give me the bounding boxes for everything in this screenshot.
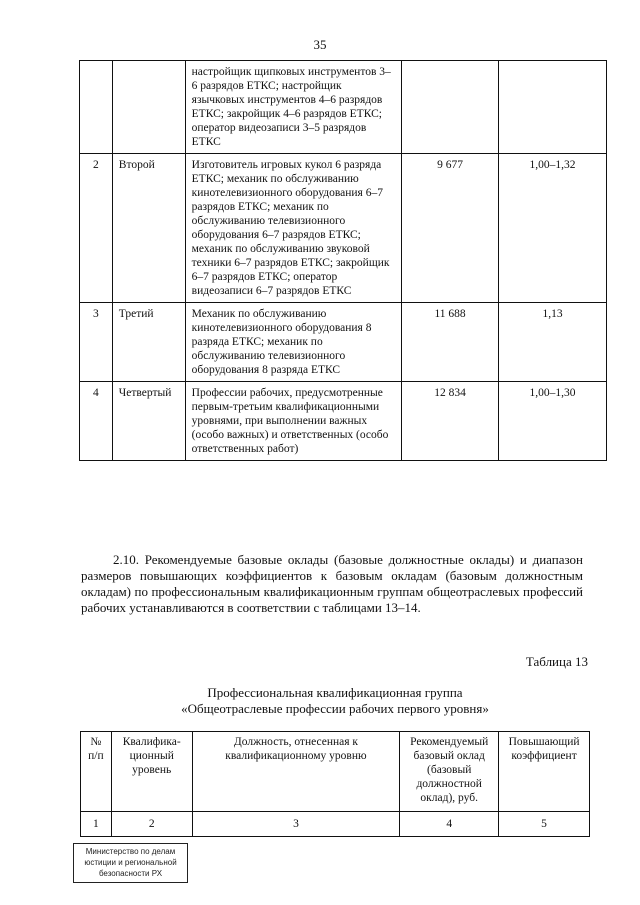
row-number: 2 xyxy=(80,154,113,303)
salary-cell: 9 677 xyxy=(402,154,499,303)
positions-cell: Профессии рабочих, предусмотренные первым-третьим квалификационными уровнями, при выполнении важных (особо важных) и ответственных (особо ответственных работ) xyxy=(185,382,401,461)
column-header-level: Квалифика-ционный уровень xyxy=(111,732,192,812)
column-number: 1 xyxy=(81,812,112,837)
table-row xyxy=(80,154,607,303)
table-row xyxy=(80,303,607,382)
table-title xyxy=(80,685,590,717)
table-header-row xyxy=(81,732,590,812)
column-numbers-row xyxy=(81,812,590,837)
column-number: 5 xyxy=(499,812,590,837)
salary-cell: 11 688 xyxy=(402,303,499,382)
column-header-salary: Рекомендуемый базовый оклад (базовый должностной оклад), руб. xyxy=(400,732,499,812)
stamp-line: юстиции и региональной xyxy=(84,858,177,867)
table-row xyxy=(80,382,607,461)
column-number: 3 xyxy=(192,812,400,837)
positions-cell: Изготовитель игровых кукол 6 разряда ЕТКС; механик по обслуживанию кинотелевизионного оборудования 6–7 разрядов ЕТКС; механик по обслуживанию телевизионного оборудования 6–7 разрядов ЕТКС; механик по обслуживанию звуковой техники 6–7 разрядов ЕТКС; закройщик 6–7 разрядов ЕТКС; оператор видеозаписи 6–7 разрядов ЕТКС xyxy=(185,154,401,303)
table-title-line1: Профессиональная квалификационная группа xyxy=(207,685,463,700)
column-number: 2 xyxy=(111,812,192,837)
table-13 xyxy=(80,731,590,837)
column-header-number: № п/п xyxy=(81,732,112,812)
positions-cell: Механик по обслуживанию кинотелевизионного оборудования 8 разряда ЕТКС; механик по обслуживанию телевизионного оборудования 8 разряда ЕТКС xyxy=(185,303,401,382)
ministry-stamp xyxy=(73,843,188,883)
column-header-position: Должность, отнесенная к квалификационному уровню xyxy=(192,732,400,812)
salary-cell: 12 834 xyxy=(402,382,499,461)
table-title-line2: «Общеотраслевые профессии рабочих первого уровня» xyxy=(181,701,489,716)
coefficient-cell: 1,13 xyxy=(499,303,607,382)
column-number: 4 xyxy=(400,812,499,837)
stamp-line: безопасности РХ xyxy=(98,869,163,878)
page-number: 35 xyxy=(313,37,327,52)
stamp-line: Министерство по делам xyxy=(85,847,176,856)
table-row xyxy=(80,61,607,154)
coefficient-cell xyxy=(499,61,607,154)
qualification-level: Второй xyxy=(112,154,185,303)
table-label: Таблица 13 xyxy=(525,654,588,669)
row-number: 3 xyxy=(80,303,113,382)
qualification-level: Четвертый xyxy=(112,382,185,461)
coefficient-cell: 1,00–1,32 xyxy=(499,154,607,303)
qualification-level: Третий xyxy=(112,303,185,382)
row-number xyxy=(80,61,113,154)
salary-cell xyxy=(402,61,499,154)
column-header-coefficient: Повышающий коэффициент xyxy=(499,732,590,812)
qualification-level xyxy=(112,61,185,154)
positions-cell: настройщик щипковых инструментов 3–6 разрядов ЕТКС; настройщик язычковых инструментов 4–6 разрядов ЕТКС; закройщик 4–6 разрядов ЕТКС; оператор видеозаписи 3–5 разрядов ЕТКС xyxy=(185,61,401,154)
professions-table-continued xyxy=(79,60,607,461)
section-paragraph: 2.10. Рекомендуемые базовые оклады (базовые должностные оклады) и диапазон размеров повышающих коэффициентов к базовым окладам (базовым должностным окладам) по профессиональным квалификационным группам общеотраслевых профессий рабочих устанавливаются в соответствии с таблицами 13–14. xyxy=(81,552,583,615)
coefficient-cell: 1,00–1,30 xyxy=(499,382,607,461)
row-number: 4 xyxy=(80,382,113,461)
